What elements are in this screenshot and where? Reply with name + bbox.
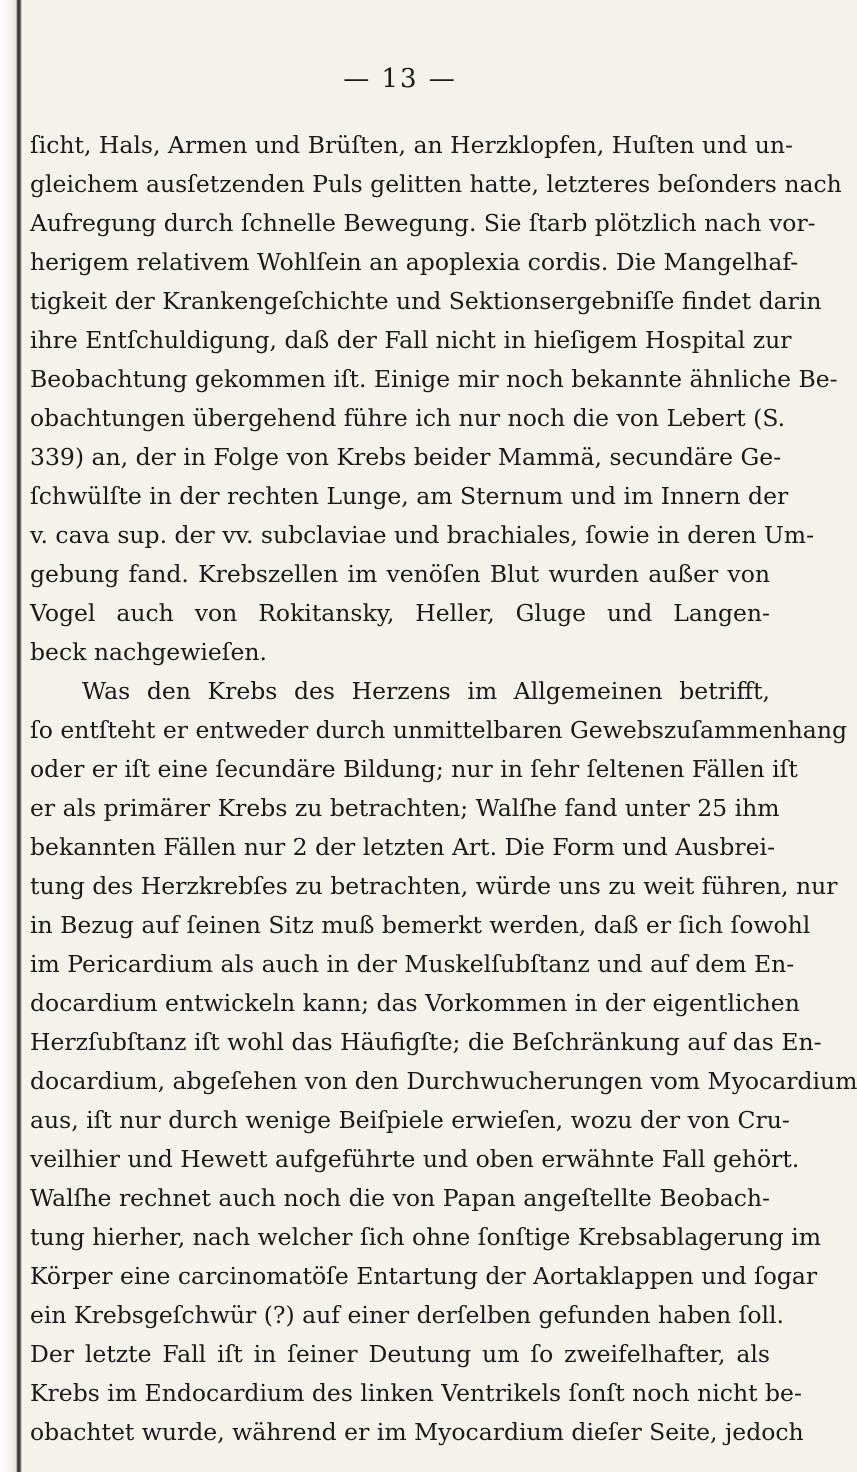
- text-line: Beobachtung gekommen iſt. Einige mir noch bekannte ähnliche Be-: [30, 365, 838, 393]
- text-line: tung des Herzkrebſes zu betrachten, würde uns zu weit führen, nur: [30, 872, 838, 900]
- text-line: gleichem ausſetzenden Puls gelitten hatte, letzteres beſonders nach: [30, 170, 842, 198]
- text-line: obachtungen übergehend führe ich nur noch die von Lebert (S.: [30, 404, 786, 432]
- text-line: ſchwülſte in der rechten Lunge, am Sternum und im Innern der: [30, 482, 789, 510]
- text-line: Vogel auch von Rokitansky, Heller, Gluge und Langen-: [30, 599, 770, 627]
- text-line: Krebs im Endocardium des linken Ventrikels ſonſt noch nicht be-: [30, 1379, 802, 1407]
- text-line: obachtet wurde, während er im Myocardium dieſer Seite, jedoch: [30, 1418, 804, 1446]
- text-line: ein Krebsgeſchwür (?) auf einer derſelben gefunden haben ſoll.: [30, 1301, 784, 1329]
- text-line: Was den Krebs des Herzens im Allgemeinen betrifft,: [82, 677, 770, 705]
- text-line: ſo entſteht er entweder durch unmittelbaren Gewebszuſammenhang: [30, 716, 847, 744]
- text-line: tigkeit der Krankengeſchichte und Sektionsergebniſſe findet darin: [30, 287, 822, 315]
- text-line: veilhier und Hewett aufgeführte und oben erwähnte Fall gehört.: [30, 1145, 800, 1173]
- text-line: ſicht, Hals, Armen und Brüſten, an Herzklopfen, Huſten und un-: [30, 131, 793, 159]
- text-line: er als primärer Krebs zu betrachten; Walſhe fand unter 25 ihm: [30, 794, 780, 822]
- text-line: oder er iſt eine ſecundäre Bildung; nur in ſehr ſeltenen Fällen iſt: [30, 755, 798, 783]
- text-line: beck nachgewieſen.: [30, 638, 267, 666]
- page-number-header: — 13 —: [343, 64, 457, 94]
- body-text: [30, 126, 857, 1452]
- text-line: docardium entwickeln kann; das Vorkommen in der eigentlichen: [30, 989, 800, 1017]
- text-line: im Pericardium als auch in der Muskelſubſtanz und auf dem En-: [30, 950, 795, 978]
- text-line: Körper eine carcinomatöſe Entartung der Aortaklappen und ſogar: [30, 1262, 818, 1290]
- text-line: in Bezug auf ſeinen Sitz muß bemerkt werden, daß er ſich ſowohl: [30, 911, 811, 939]
- text-line: gebung fand. Krebszellen im venöſen Blut wurden außer von: [30, 560, 770, 588]
- text-line: bekannten Fällen nur 2 der letzten Art. Die Form und Ausbrei-: [30, 833, 776, 861]
- text-line: tung hierher, nach welcher ſich ohne ſonſtige Krebsablagerung im: [30, 1223, 821, 1251]
- text-line: Der letzte Fall iſt in ſeiner Deutung um ſo zweifelhafter, als: [30, 1340, 770, 1368]
- text-line: ihre Entſchuldigung, daß der Fall nicht in hieſigem Hospital zur: [30, 326, 792, 354]
- text-line: Aufregung durch ſchnelle Bewegung. Sie ſtarb plötzlich nach vor-: [30, 209, 816, 237]
- text-line: aus, iſt nur durch wenige Beiſpiele erwieſen, wozu der von Cru-: [30, 1106, 790, 1134]
- text-line: Walſhe rechnet auch noch die von Papan angeſtellte Beobach-: [30, 1184, 770, 1212]
- page-gutter: [0, 0, 22, 1472]
- text-line: Herzſubſtanz iſt wohl das Häufigſte; die Beſchränkung auf das En-: [30, 1028, 822, 1056]
- text-line: 339) an, der in Folge von Krebs beider Mammä, secundäre Ge-: [30, 443, 782, 471]
- text-line: herigem relativem Wohlſein an apoplexia cordis. Die Mangelhaf-: [30, 248, 799, 276]
- text-line: docardium, abgeſehen von den Durchwucherungen vom Myocardium: [30, 1067, 857, 1095]
- text-line: v. cava sup. der vv. subclaviae und brachiales, ſowie in deren Um-: [30, 521, 815, 549]
